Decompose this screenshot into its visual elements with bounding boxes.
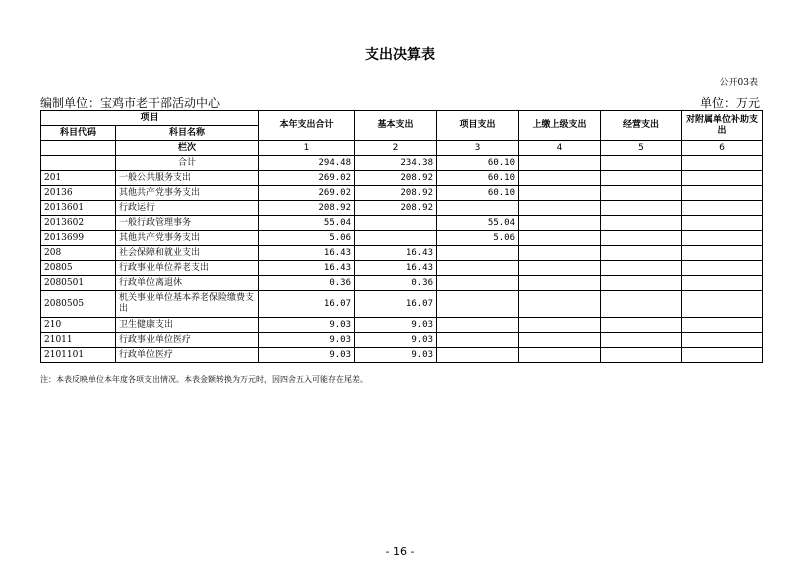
row-basic: 16.07: [355, 291, 437, 318]
row-name: 社会保障和就业支出: [116, 246, 259, 261]
empty-cell: [682, 171, 763, 186]
column-index: 6: [682, 141, 763, 156]
table-row: [41, 246, 763, 261]
row-total: 16.07: [259, 291, 355, 318]
row-basic: [355, 216, 437, 231]
row-basic: 9.03: [355, 318, 437, 333]
empty-cell: [601, 186, 682, 201]
row-basic: 16.43: [355, 261, 437, 276]
row-code: 208: [41, 246, 116, 261]
row-name: 行政运行: [116, 201, 259, 216]
row-basic: 208.92: [355, 201, 437, 216]
unit-label: 单位：万元: [699, 96, 760, 110]
header-code: 科目代码: [41, 126, 116, 141]
table-row: [41, 186, 763, 201]
empty-cell: [682, 231, 763, 246]
row-basic: 9.03: [355, 333, 437, 348]
row-basic: 208.92: [355, 171, 437, 186]
empty-cell: [682, 186, 763, 201]
row-project: 55.04: [437, 216, 519, 231]
row-total: 9.03: [259, 348, 355, 363]
empty-cell: [682, 216, 763, 231]
row-basic: 0.36: [355, 276, 437, 291]
empty-cell: [601, 201, 682, 216]
column-index: 4: [519, 141, 601, 156]
row-code: 2013601: [41, 201, 116, 216]
row-project: [437, 246, 519, 261]
header-item: 项目: [41, 111, 259, 126]
row-project: [437, 261, 519, 276]
header-business: 经营支出: [601, 111, 682, 141]
row-code: 2080501: [41, 276, 116, 291]
header-subsidy: 对附属单位补助支出: [682, 111, 763, 141]
row-code: 20805: [41, 261, 116, 276]
empty-cell: [601, 216, 682, 231]
empty-cell: [519, 348, 601, 363]
row-code: 2013699: [41, 231, 116, 246]
empty-cell: [519, 186, 601, 201]
row-basic: [355, 231, 437, 246]
column-index-label: 栏次: [116, 141, 259, 156]
row-code: 2101101: [41, 348, 116, 363]
empty-cell: [682, 201, 763, 216]
empty-cell: [519, 276, 601, 291]
row-code: 20136: [41, 186, 116, 201]
row-code: 210: [41, 318, 116, 333]
total-label: 合计: [116, 156, 259, 171]
empty-cell: [519, 246, 601, 261]
table-row: [41, 231, 763, 246]
total-basic: 234.38: [355, 156, 437, 171]
empty-cell: [519, 201, 601, 216]
row-total: 0.36: [259, 276, 355, 291]
row-total: 269.02: [259, 171, 355, 186]
empty-cell: [682, 333, 763, 348]
empty-cell: [682, 291, 763, 318]
page-title: 支出决算表: [365, 47, 435, 63]
row-code: 2013602: [41, 216, 116, 231]
table-row: [41, 318, 763, 333]
row-name: 其他共产党事务支出: [116, 231, 259, 246]
row-project: [437, 333, 519, 348]
header-total: 本年支出合计: [259, 111, 355, 141]
row-project: [437, 276, 519, 291]
row-code: 21011: [41, 333, 116, 348]
table-row: [41, 201, 763, 216]
row-project: 5.06: [437, 231, 519, 246]
row-total: 9.03: [259, 333, 355, 348]
total-project: 60.10: [437, 156, 519, 171]
header-project: 项目支出: [437, 111, 519, 141]
empty-cell: [682, 318, 763, 333]
row-name: 行政单位离退休: [116, 276, 259, 291]
empty-cell: [601, 318, 682, 333]
row-total: 9.03: [259, 318, 355, 333]
empty-cell: [601, 348, 682, 363]
row-project: [437, 201, 519, 216]
empty-cell: [519, 171, 601, 186]
column-index: 2: [355, 141, 437, 156]
table-row: [41, 291, 763, 318]
total-amount: 294.48: [259, 156, 355, 171]
empty-cell: [601, 261, 682, 276]
empty-cell: [682, 246, 763, 261]
row-project: [437, 318, 519, 333]
row-name: 其他共产党事务支出: [116, 186, 259, 201]
row-basic: 16.43: [355, 246, 437, 261]
row-basic: 9.03: [355, 348, 437, 363]
empty-cell: [601, 246, 682, 261]
table-row: [41, 333, 763, 348]
row-project: 60.10: [437, 171, 519, 186]
empty-cell: [601, 291, 682, 318]
row-total: 208.92: [259, 201, 355, 216]
header-basic: 基本支出: [355, 111, 437, 141]
row-code: 201: [41, 171, 116, 186]
table-row: [41, 348, 763, 363]
empty-cell: [519, 333, 601, 348]
footnote: 注：本表反映单位本年度各项支出情况。本表金额转换为万元时，因四舍五入可能存在尾差。: [40, 375, 368, 384]
empty-cell: [519, 216, 601, 231]
empty-cell: [682, 348, 763, 363]
row-project: [437, 291, 519, 318]
row-total: 16.43: [259, 246, 355, 261]
row-code: 2080505: [41, 291, 116, 318]
row-project: [437, 348, 519, 363]
column-index: 1: [259, 141, 355, 156]
page-number: - 16 -: [385, 545, 415, 558]
empty-cell: [519, 318, 601, 333]
row-name: 机关事业单位基本养老保险缴费支出: [116, 291, 259, 318]
total-row: [41, 156, 763, 171]
table-row: [41, 261, 763, 276]
empty-cell: [519, 231, 601, 246]
row-name: 卫生健康支出: [116, 318, 259, 333]
header-name: 科目名称: [116, 126, 259, 141]
header-upper: 上缴上级支出: [519, 111, 601, 141]
empty-cell: [682, 261, 763, 276]
row-project: 60.10: [437, 186, 519, 201]
column-index: 3: [437, 141, 519, 156]
row-name: 行政事业单位医疗: [116, 333, 259, 348]
empty-cell: [682, 276, 763, 291]
organization-label: 编制单位：宝鸡市老干部活动中心: [40, 96, 221, 110]
empty-cell: [601, 231, 682, 246]
row-name: 一般行政管理事务: [116, 216, 259, 231]
row-total: 5.06: [259, 231, 355, 246]
row-basic: 208.92: [355, 186, 437, 201]
row-name: 行政单位医疗: [116, 348, 259, 363]
row-name: 一般公共服务支出: [116, 171, 259, 186]
row-total: 55.04: [259, 216, 355, 231]
empty-cell: [519, 261, 601, 276]
table-row: [41, 276, 763, 291]
expenditure-table: [40, 110, 763, 363]
table-row: [41, 171, 763, 186]
empty-cell: [601, 333, 682, 348]
form-code: 公开03表: [719, 78, 758, 88]
empty-cell: [601, 276, 682, 291]
row-total: 269.02: [259, 186, 355, 201]
column-index: 5: [601, 141, 682, 156]
row-total: 16.43: [259, 261, 355, 276]
empty-cell: [519, 291, 601, 318]
empty-cell: [601, 171, 682, 186]
table-row: [41, 216, 763, 231]
row-name: 行政事业单位养老支出: [116, 261, 259, 276]
